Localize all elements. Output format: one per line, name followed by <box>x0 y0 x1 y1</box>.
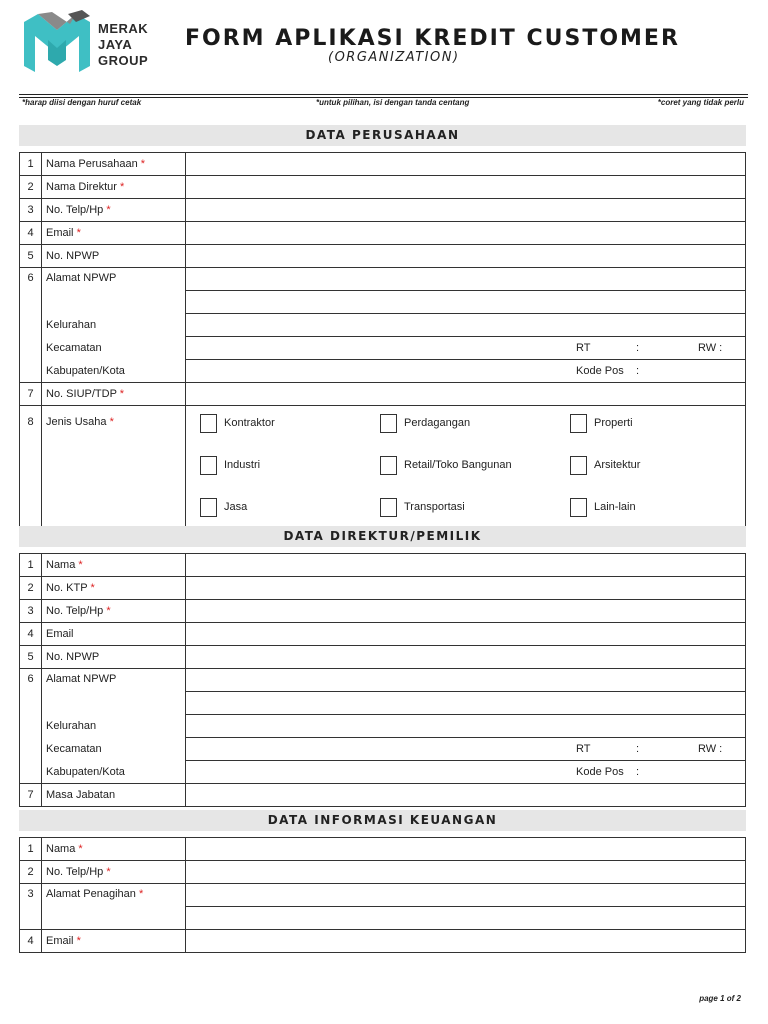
label-kelurahan: Kelurahan <box>42 314 186 337</box>
input-email[interactable] <box>186 222 746 245</box>
table-row <box>20 930 746 953</box>
input-npwp-direktur[interactable] <box>186 646 746 669</box>
option-lain-lain[interactable]: Lain-lain <box>570 496 730 518</box>
label-masa-jabatan: Masa Jabatan <box>42 784 186 807</box>
input-kabupaten[interactable] <box>186 761 746 784</box>
kodepos-colon: : <box>636 365 640 377</box>
company-logo <box>24 10 90 72</box>
label-nama-direktur: Nama Direktur * <box>42 176 186 199</box>
row-number: 2 <box>20 176 42 199</box>
checkbox[interactable] <box>570 456 587 475</box>
table-row <box>20 268 746 291</box>
input-kabupaten[interactable] <box>186 360 746 383</box>
label-rw: RW : <box>698 743 723 755</box>
page-number: page 1 of 2 <box>699 994 741 1003</box>
jenis-usaha-options <box>186 406 746 529</box>
input-nama-perusahaan[interactable] <box>186 153 746 176</box>
row-number: 7 <box>20 383 42 406</box>
table-row <box>20 383 746 406</box>
row-number: 5 <box>20 245 42 268</box>
row-number: 3 <box>20 600 42 623</box>
checkbox[interactable] <box>200 498 217 517</box>
option-industri[interactable]: Industri <box>200 454 380 476</box>
table-row <box>20 577 746 600</box>
table-row <box>20 861 746 884</box>
label-kodepos: Kode Pos <box>576 365 624 377</box>
rt-colon: : <box>636 342 640 354</box>
table-row <box>20 245 746 268</box>
table-row <box>20 761 746 784</box>
header-divider <box>19 94 748 95</box>
label-kodepos: Kode Pos <box>576 766 624 778</box>
option-arsitektur[interactable]: Arsitektur <box>570 454 730 476</box>
table-row <box>20 715 746 738</box>
label-alamat-npwp: Alamat NPWP <box>42 669 186 715</box>
label-rw: RW : <box>698 342 723 354</box>
table-row <box>20 360 746 383</box>
section-title-perusahaan: DATA PERUSAHAAN <box>19 125 746 146</box>
input-nama-direktur[interactable] <box>186 176 746 199</box>
checkbox[interactable] <box>200 414 217 433</box>
brand-name <box>98 21 148 69</box>
note-left: *harap diisi dengan huruf cetak <box>22 98 142 107</box>
option-perdagangan[interactable]: Perdagangan <box>380 412 570 434</box>
rt-colon: : <box>636 743 640 755</box>
table-row <box>20 406 746 529</box>
input-kelurahan[interactable] <box>186 715 746 738</box>
table-row <box>20 838 746 861</box>
table-row <box>20 176 746 199</box>
row-number: 1 <box>20 838 42 861</box>
table-row <box>20 337 746 360</box>
checkbox[interactable] <box>200 456 217 475</box>
row-number: 6 <box>20 669 42 784</box>
label-rt: RT <box>576 342 591 354</box>
row-number: 2 <box>20 861 42 884</box>
form-subtitle: (ORGANIZATION) <box>328 50 460 65</box>
label-npwp: No. NPWP <box>42 646 186 669</box>
input-telp-keuangan[interactable] <box>186 861 746 884</box>
option-properti[interactable]: Properti <box>570 412 730 434</box>
brand-line-2: JAYA <box>98 37 133 52</box>
table-direktur <box>19 553 746 807</box>
label-siup: No. SIUP/TDP * <box>42 383 186 406</box>
label-telp: No. Telp/Hp * <box>42 199 186 222</box>
input-alamat-penagihan-line-1[interactable] <box>186 884 746 907</box>
section-title-keuangan: DATA INFORMASI KEUANGAN <box>19 810 746 831</box>
input-telp-direktur[interactable] <box>186 600 746 623</box>
section-title-direktur: DATA DIREKTUR/PEMILIK <box>19 526 746 547</box>
row-number: 7 <box>20 784 42 807</box>
label-nama: Nama * <box>42 554 186 577</box>
table-row <box>20 784 746 807</box>
label-ktp: No. KTP * <box>42 577 186 600</box>
table-keuangan <box>19 837 746 953</box>
input-alamat-penagihan-line-2[interactable] <box>186 907 746 930</box>
input-npwp[interactable] <box>186 245 746 268</box>
row-number: 3 <box>20 884 42 930</box>
label-kabupaten: Kabupaten/Kota <box>42 360 186 383</box>
option-transportasi[interactable]: Transportasi <box>380 496 570 518</box>
row-number: 1 <box>20 554 42 577</box>
option-kontraktor[interactable]: Kontraktor <box>200 412 380 434</box>
input-alamat-line-1[interactable] <box>186 268 746 291</box>
input-siup[interactable] <box>186 383 746 406</box>
label-telp: No. Telp/Hp * <box>42 600 186 623</box>
table-row <box>20 738 746 761</box>
note-middle: *untuk pilihan, isi dengan tanda centang <box>316 98 470 107</box>
table-row <box>20 153 746 176</box>
input-masa-jabatan[interactable] <box>186 784 746 807</box>
row-number: 4 <box>20 930 42 953</box>
row-number: 6 <box>20 268 42 383</box>
table-row <box>20 554 746 577</box>
label-kelurahan: Kelurahan <box>42 715 186 738</box>
label-email: Email * <box>42 930 186 953</box>
row-number: 8 <box>20 406 42 529</box>
note-right: *coret yang tidak perlu <box>657 98 744 107</box>
input-ktp[interactable] <box>186 577 746 600</box>
label-kecamatan: Kecamatan <box>42 738 186 761</box>
label-nama: Nama * <box>42 838 186 861</box>
row-number: 1 <box>20 153 42 176</box>
label-nama-perusahaan: Nama Perusahaan * <box>42 153 186 176</box>
table-row <box>20 314 746 337</box>
label-alamat-npwp: Alamat NPWP <box>42 268 186 314</box>
row-number: 4 <box>20 222 42 245</box>
brand-line-3: GROUP <box>98 53 149 68</box>
input-kelurahan[interactable] <box>186 314 746 337</box>
label-kabupaten: Kabupaten/Kota <box>42 761 186 784</box>
label-rt: RT <box>576 743 591 755</box>
input-kecamatan[interactable] <box>186 738 746 761</box>
checkbox[interactable] <box>570 414 587 433</box>
checkbox[interactable] <box>380 498 397 517</box>
table-row <box>20 646 746 669</box>
label-jenis-usaha: Jenis Usaha * <box>42 406 186 529</box>
kodepos-colon: : <box>636 766 640 778</box>
label-npwp: No. NPWP <box>42 245 186 268</box>
input-nama-keuangan[interactable] <box>186 838 746 861</box>
label-telp: No. Telp/Hp * <box>42 861 186 884</box>
table-row <box>20 222 746 245</box>
table-perusahaan <box>19 152 746 529</box>
checkbox[interactable] <box>380 414 397 433</box>
table-row <box>20 600 746 623</box>
table-row <box>20 199 746 222</box>
input-email-keuangan[interactable] <box>186 930 746 953</box>
row-number: 4 <box>20 623 42 646</box>
input-email-direktur[interactable] <box>186 623 746 646</box>
label-alamat-penagihan: Alamat Penagihan * <box>42 884 186 930</box>
row-number: 5 <box>20 646 42 669</box>
input-alamat-line-1[interactable] <box>186 669 746 692</box>
label-email: Email <box>42 623 186 646</box>
input-alamat-line-2[interactable] <box>186 692 746 715</box>
label-kecamatan: Kecamatan <box>42 337 186 360</box>
table-row <box>20 669 746 692</box>
input-alamat-line-2[interactable] <box>186 291 746 314</box>
table-row <box>20 884 746 907</box>
row-number: 2 <box>20 577 42 600</box>
option-retail[interactable]: Retail/Toko Bangunan <box>380 454 570 476</box>
input-kecamatan[interactable] <box>186 337 746 360</box>
checkbox[interactable] <box>380 456 397 475</box>
brand-line-1: MERAK <box>98 21 149 36</box>
table-row <box>20 623 746 646</box>
checkbox[interactable] <box>570 498 587 517</box>
form-title: FORM APLIKASI KREDIT CUSTOMER <box>185 26 680 51</box>
option-jasa[interactable]: Jasa <box>200 496 380 518</box>
input-telp[interactable] <box>186 199 746 222</box>
input-nama-direktur[interactable] <box>186 554 746 577</box>
label-email: Email * <box>42 222 186 245</box>
row-number: 3 <box>20 199 42 222</box>
